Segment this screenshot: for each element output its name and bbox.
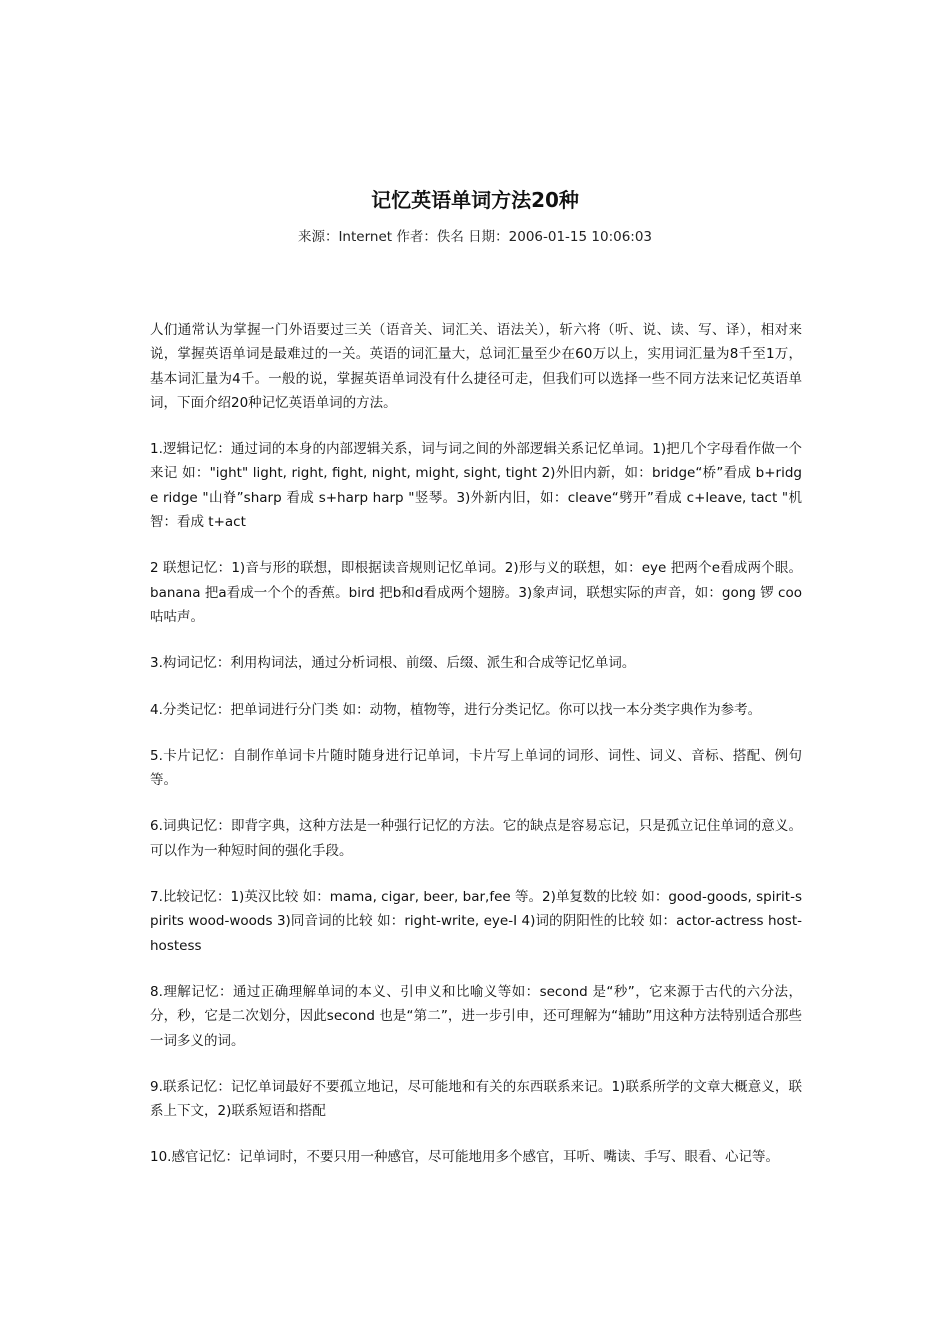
intro-paragraph: 人们通常认为掌握一门外语要过三关（语音关、词汇关、语法关），斩六将（听、说、读、写、译），相对来说，掌握英语单词是最难过的一关。英语的词汇量大，总词汇量至少在60万以上，实用词汇量为8千至1万，基本词汇量为4千。一般的说，掌握英语单词没有什么捷径可走，但我们可以选择一些不同方法来记忆英语单词，下面介绍20种记忆英语单词的方法。 — [150, 322, 802, 411]
method-paragraph-6: 6.词典记忆：即背字典，这种方法是一种强行记忆的方法。它的缺点是容易忘记，只是孤立记住单词的意义。可以作为一种短时间的强化手段。 — [150, 818, 802, 859]
method-paragraph-5: 5.卡片记忆：自制作单词卡片随时随身进行记单词，卡片写上单词的词形、词性、词义、音标、搭配、例句等。 — [150, 747, 802, 789]
document-body — [150, 318, 802, 1192]
method-paragraph-8: 8.理解记忆：通过正确理解单词的本义、引申义和比喻义等如：second 是“秒”，它来源于古代的六分法，分，秒，它是二次划分，因此second 也是“第二”，进一步引申，还可理解为“辅助”用这种方法特别适合那些一词多义的词。 — [150, 983, 802, 1049]
document-meta: 来源：Internet 作者：佚名 日期：2006-01-15 10:06:03 — [297, 229, 653, 245]
method-paragraph-4: 4.分类记忆：把单词进行分门类 如：动物，植物等，进行分类记忆。你可以找一本分类字典作为参考。 — [150, 701, 762, 718]
method-paragraph-10: 10.感官记忆：记单词时，不要只用一种感官，尽可能地用多个感官，耳听、嘴读、手写、眼看、心记等。 — [150, 1149, 779, 1166]
method-paragraph-3: 3.构词记忆：利用构词法，通过分析词根、前缀、后缀、派生和合成等记忆单词。 — [150, 655, 636, 672]
method-paragraph-1: 1.逻辑记忆：通过词的本身的内部逻辑关系，词与词之间的外部逻辑关系记忆单词。1)把几个字母看作做一个来记 如："ight" light, right, fight, night, might, sight, tight 2)外旧内新，如：bridge“桥”看成 b+ridge ridge "山脊”sharp 看成 s+harp harp "竖琴。3)外新内旧，如：cleave“劈开”看成 c+leave, tact "机智：看成 t+act — [150, 441, 802, 531]
method-paragraph-2: 2 联想记忆：1)音与形的联想，即根据读音规则记忆单词。2)形与义的联想，如：eye 把两个e看成两个眼。banana 把a看成一个个的香蕉。bird 把b和d看成两个翅膀。3)象声词，联想实际的声音，如：gong 锣 coo 咕咕声。 — [150, 560, 802, 625]
method-paragraph-9: 9.联系记忆：记忆单词最好不要孤立地记，尽可能地和有关的东西联系来记。1)联系所学的文章大概意义，联系上下文，2)联系短语和搭配 — [150, 1078, 802, 1120]
document-title: 记忆英语单词方法20种 — [371, 188, 579, 212]
method-paragraph-7: 7.比较记忆：1)英汉比较 如：mama, cigar, beer, bar,fee 等。2)单复数的比较 如：good-goods, spirit-spirits wood-woods 3)同音词的比较 如：right-write, eye-I 4)词的阴阳性的比较 如：actor-actress host-hostess — [150, 889, 802, 954]
